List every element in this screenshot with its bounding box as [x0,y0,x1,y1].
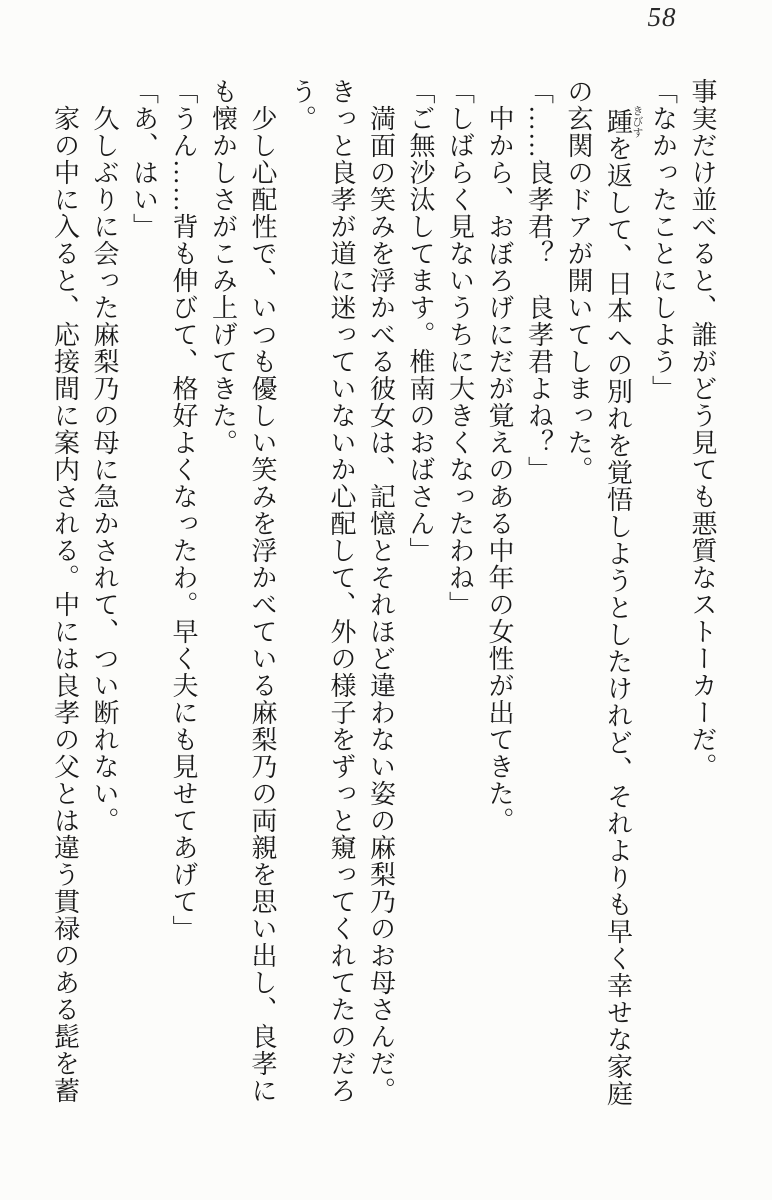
text-line-3: 踵きびすを返して、日本への別れを覚悟しようとしたけれど、それよりも早く幸せな家庭 [603,105,643,1107]
text-line-5: 「……良孝君？ 良孝君よね？」 [524,78,554,483]
text-line-8: 「ご無沙汰してます。椎南のおばさん」 [406,78,435,564]
text-line-13: も懐かしさがこみ上げてきた。 [208,78,238,456]
text-line-9: 満面の笑みを浮かべる彼女は、記憶とそれほど違わない姿の麻梨乃のお母さんだ。 [366,105,396,1104]
page-number: 58 [647,2,677,32]
text-line-16: 久しぶりに会った麻梨乃の母に急かされて、つい断れない。 [90,105,119,834]
text-line-11: う。 [287,78,317,132]
text-line-14: 「うん……背も伸びて、格好よくなったわ。早く夫にも見せてあげて」 [169,78,198,942]
text-line-7: 「しばらく見ないうちに大きくなったわね」 [445,78,475,618]
text-line-6: 中から、おぼろげにだが覚えのある中年の女性が出てきた。 [485,105,514,834]
text-line-12: 少し心配性で、いつも優しい笑みを浮かべている麻梨乃の両親を思い出し、良孝に [248,105,277,1104]
text-block [45,78,722,1108]
text-line-15: 「あ、はい」 [129,78,159,240]
furigana-ruby: 踵きびす [603,105,643,138]
text-line-2: 「なかったことにしよう」 [648,78,678,402]
text-line-1: 事実だけ並べると、誰がどう見ても悪質なストーカーだ。 [688,78,717,780]
text-line-4: の玄関のドアが開いてしまった。 [564,78,593,483]
text-line-10: きっと良孝が道に迷っていないか心配して、外の様子をずっと窺ってくれてたのだろ [327,78,356,1104]
text-line-17: 家の中に入ると、応接間に案内される。中には良孝の父とは違う貫禄のある髭を蓄 [50,105,80,1104]
